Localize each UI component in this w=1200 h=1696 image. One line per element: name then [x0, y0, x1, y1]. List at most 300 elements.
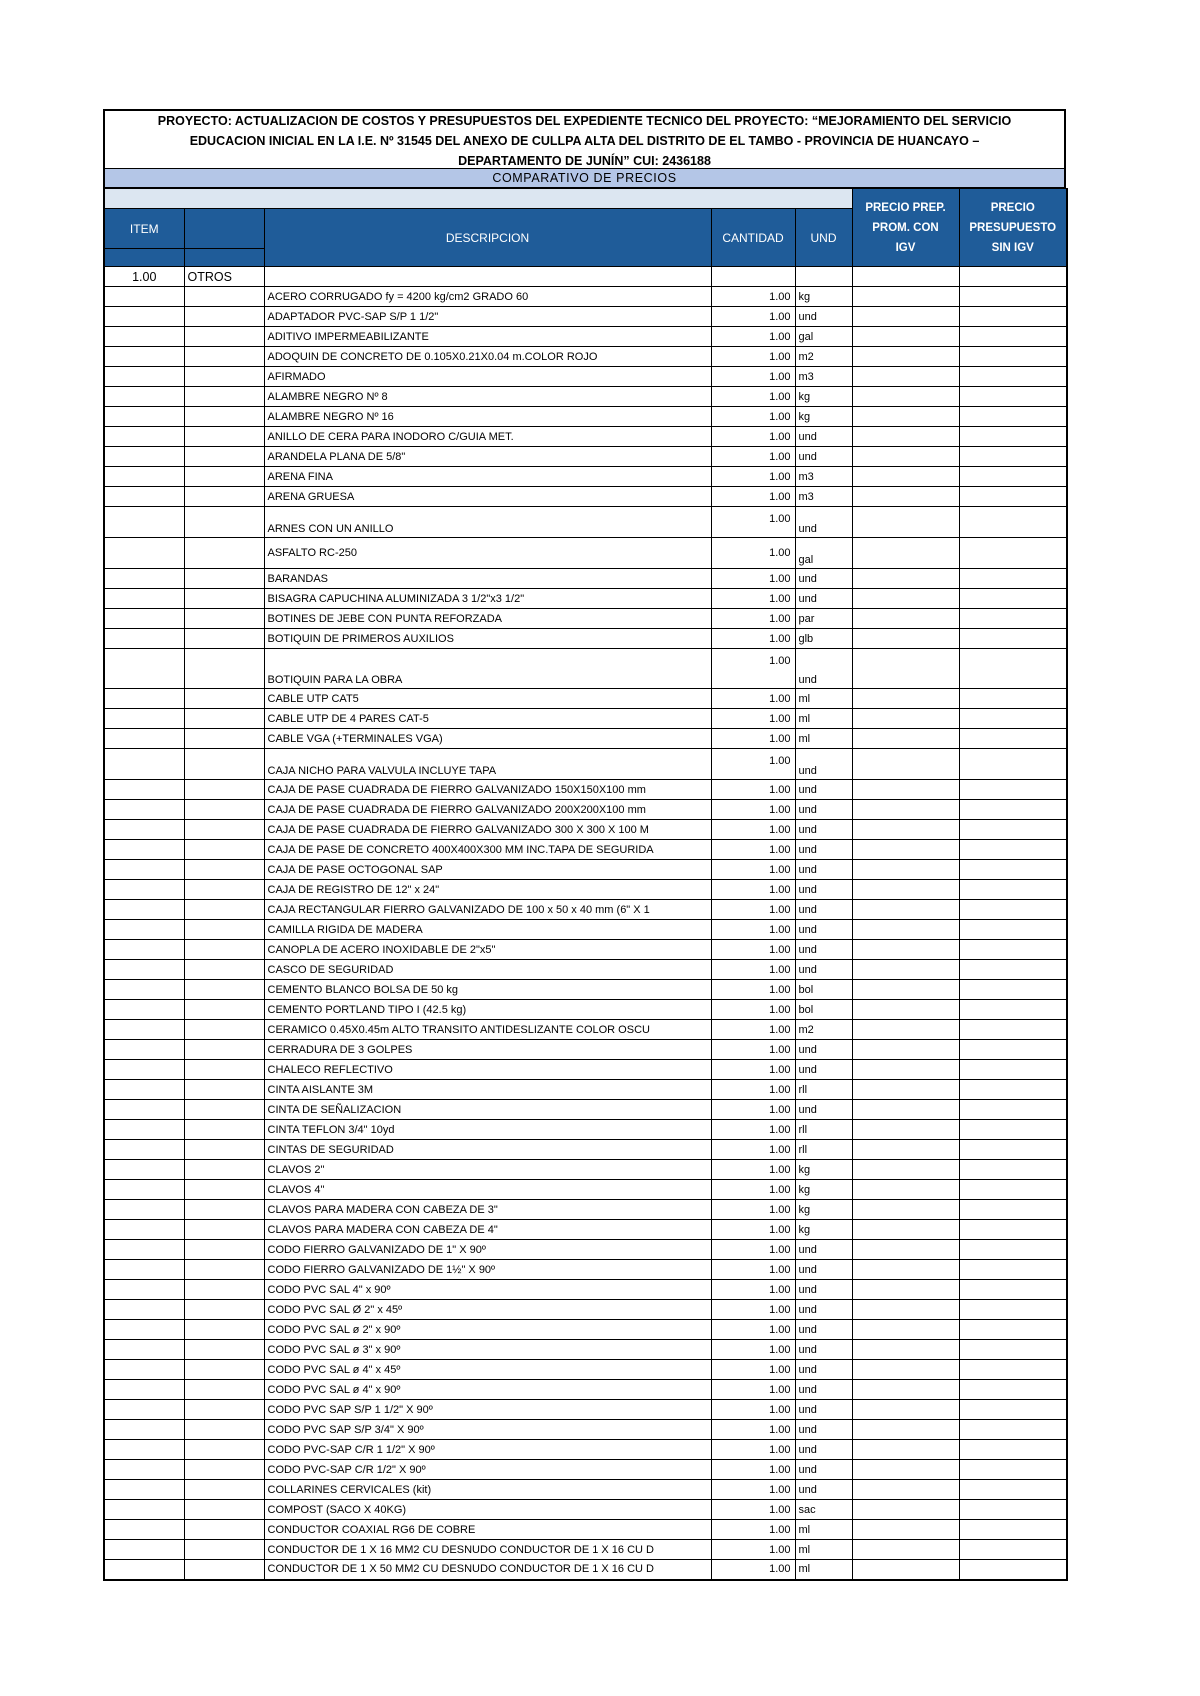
row-precio-prep: [852, 347, 959, 367]
row-precio-prep: [852, 447, 959, 467]
row-description: ANILLO DE CERA PARA INODORO C/GUIA MET.: [264, 427, 711, 447]
table-row: [104, 507, 1067, 538]
row-unit: ml: [795, 1560, 852, 1580]
row-description: CASCO DE SEGURIDAD: [264, 960, 711, 980]
row-description: CAJA DE REGISTRO DE 12" x 24": [264, 880, 711, 900]
row-unit: und: [795, 1320, 852, 1340]
row-precio-presupuesto: [959, 729, 1067, 749]
row-precio-prep: [852, 1260, 959, 1280]
row-precio-prep: [852, 287, 959, 307]
row-precio-prep: [852, 1380, 959, 1400]
table-row: [104, 1260, 1067, 1280]
row-precio-prep: [852, 1280, 959, 1300]
row-quantity: 1.00: [711, 1420, 795, 1440]
table-row: [104, 609, 1067, 629]
row-unit: und: [795, 1380, 852, 1400]
row-quantity: 1.00: [711, 780, 795, 800]
row-precio-presupuesto: [959, 1320, 1067, 1340]
table-row: [104, 749, 1067, 780]
row-precio-prep: [852, 427, 959, 447]
table-row: [104, 920, 1067, 940]
row-description: CABLE VGA (+TERMINALES VGA): [264, 729, 711, 749]
row-quantity: 1.00: [711, 327, 795, 347]
row-unit: und: [795, 1440, 852, 1460]
row-unit: gal: [795, 327, 852, 347]
row-precio-presupuesto: [959, 1420, 1067, 1440]
row-precio-prep: [852, 1400, 959, 1420]
row-quantity: 1.00: [711, 860, 795, 880]
table-row: [104, 1080, 1067, 1100]
row-precio-presupuesto: [959, 487, 1067, 507]
table-row: [104, 569, 1067, 589]
row-unit: und: [795, 589, 852, 609]
table-row: [104, 1240, 1067, 1260]
row-precio-prep: [852, 800, 959, 820]
row-quantity: 1.00: [711, 407, 795, 427]
row-unit: par: [795, 609, 852, 629]
row-description: CLAVOS 4": [264, 1180, 711, 1200]
row-precio-prep: [852, 729, 959, 749]
row-unit: glb: [795, 629, 852, 649]
table-row: [104, 1520, 1067, 1540]
table-row: [104, 689, 1067, 709]
row-unit: und: [795, 1300, 852, 1320]
row-quantity: 1.00: [711, 1260, 795, 1280]
row-precio-presupuesto: [959, 1280, 1067, 1300]
row-precio-presupuesto: [959, 1020, 1067, 1040]
row-quantity: 1.00: [711, 1160, 795, 1180]
row-unit: und: [795, 1260, 852, 1280]
row-quantity: 1.00: [711, 1240, 795, 1260]
row-precio-presupuesto: [959, 387, 1067, 407]
row-precio-presupuesto: [959, 327, 1067, 347]
row-quantity: 1.00: [711, 1520, 795, 1540]
row-precio-prep: [852, 1060, 959, 1080]
row-quantity: 1.00: [711, 287, 795, 307]
row-precio-prep: [852, 1460, 959, 1480]
row-precio-prep: [852, 1140, 959, 1160]
row-quantity: 1.00: [711, 1200, 795, 1220]
row-description: CINTA TEFLON 3/4" 10yd: [264, 1120, 711, 1140]
row-precio-prep: [852, 940, 959, 960]
row-description: ARANDELA PLANA DE 5/8": [264, 447, 711, 467]
row-precio-prep: [852, 860, 959, 880]
row-precio-presupuesto: [959, 1440, 1067, 1460]
row-precio-presupuesto: [959, 427, 1067, 447]
row-unit: kg: [795, 387, 852, 407]
table-row: [104, 800, 1067, 820]
row-precio-prep: [852, 1000, 959, 1020]
row-precio-prep: [852, 900, 959, 920]
row-precio-presupuesto: [959, 1260, 1067, 1280]
table-row: [104, 1100, 1067, 1120]
row-unit: und: [795, 427, 852, 447]
row-description: CAMILLA RIGIDA DE MADERA: [264, 920, 711, 940]
row-unit: und: [795, 1420, 852, 1440]
row-description: CLAVOS 2": [264, 1160, 711, 1180]
row-precio-prep: [852, 1240, 959, 1260]
row-unit: ml: [795, 729, 852, 749]
row-precio-prep: [852, 538, 959, 569]
row-precio-presupuesto: [959, 367, 1067, 387]
row-description: BOTINES DE JEBE CON PUNTA REFORZADA: [264, 609, 711, 629]
col-header-subblank: [184, 249, 264, 267]
row-description: CAJA DE PASE OCTOGONAL SAP: [264, 860, 711, 880]
price-table: [103, 188, 1068, 1581]
row-precio-presupuesto: [959, 1340, 1067, 1360]
row-precio-prep: [852, 749, 959, 780]
row-quantity: 1.00: [711, 1560, 795, 1580]
row-precio-presupuesto: [959, 1360, 1067, 1380]
row-quantity: 1.00: [711, 1040, 795, 1060]
row-description: CEMENTO BLANCO BOLSA DE 50 kg: [264, 980, 711, 1000]
row-precio-presupuesto: [959, 447, 1067, 467]
project-title-line-1: PROYECTO: ACTUALIZACION DE COSTOS Y PRESUPUESTOS DEL EXPEDIENTE TECNICO DEL PROYECTO: “MEJORAMIENTO DEL SERVICIO: [157, 114, 1012, 128]
table-row: [104, 1420, 1067, 1440]
row-precio-prep: [852, 1020, 959, 1040]
row-description: CODO PVC SAL ø 4" x 45º: [264, 1360, 711, 1380]
row-precio-prep: [852, 387, 959, 407]
row-precio-prep: [852, 1100, 959, 1120]
row-description: COMPOST (SACO X 40KG): [264, 1500, 711, 1520]
table-row: [104, 1380, 1067, 1400]
table-row: [104, 1000, 1067, 1020]
row-unit: bol: [795, 980, 852, 1000]
row-precio-prep: [852, 507, 959, 538]
table-row: [104, 840, 1067, 860]
table-row: [104, 860, 1067, 880]
row-description: CODO PVC SAP S/P 3/4" X 90º: [264, 1420, 711, 1440]
row-precio-prep: [852, 327, 959, 347]
row-description: CONDUCTOR COAXIAL RG6 DE COBRE: [264, 1520, 711, 1540]
table-row: [104, 709, 1067, 729]
row-unit: und: [795, 1040, 852, 1060]
row-precio-presupuesto: [959, 800, 1067, 820]
row-unit: m3: [795, 467, 852, 487]
row-description: CAJA DE PASE CUADRADA DE FIERRO GALVANIZADO 300 X 300 X 100 M: [264, 820, 711, 840]
col-header-blank: [184, 209, 264, 249]
row-precio-presupuesto: [959, 589, 1067, 609]
table-row: [104, 1400, 1067, 1420]
row-precio-prep: [852, 1480, 959, 1500]
table-row: [104, 447, 1067, 467]
row-description: CABLE UTP DE 4 PARES CAT-5: [264, 709, 711, 729]
table-row: [104, 487, 1067, 507]
table-row: [104, 629, 1067, 649]
table-row: [104, 427, 1067, 447]
section-row: [104, 267, 1067, 287]
row-unit: und: [795, 1400, 852, 1420]
row-precio-presupuesto: [959, 407, 1067, 427]
row-unit: kg: [795, 1220, 852, 1240]
table-row: [104, 729, 1067, 749]
row-precio-prep: [852, 1300, 959, 1320]
row-description: ADAPTADOR PVC-SAP S/P 1 1/2": [264, 307, 711, 327]
row-unit: und: [795, 1280, 852, 1300]
row-precio-presupuesto: [959, 820, 1067, 840]
row-quantity: 1.00: [711, 1280, 795, 1300]
row-precio-prep: [852, 629, 959, 649]
row-unit: bol: [795, 1000, 852, 1020]
row-unit: und: [795, 1480, 852, 1500]
table-row: [104, 1060, 1067, 1080]
row-precio-presupuesto: [959, 1180, 1067, 1200]
row-precio-presupuesto: [959, 940, 1067, 960]
row-precio-prep: [852, 1500, 959, 1520]
row-quantity: 1.00: [711, 589, 795, 609]
row-unit: gal: [795, 538, 852, 569]
table-row: [104, 538, 1067, 569]
table-row: [104, 940, 1067, 960]
row-precio-prep: [852, 689, 959, 709]
row-precio-presupuesto: [959, 840, 1067, 860]
row-quantity: 1.00: [711, 347, 795, 367]
row-description: CODO PVC-SAP C/R 1/2" X 90º: [264, 1460, 711, 1480]
row-unit: m3: [795, 367, 852, 387]
row-quantity: 1.00: [711, 940, 795, 960]
table-row: [104, 1360, 1067, 1380]
row-unit: und: [795, 860, 852, 880]
row-precio-prep: [852, 1440, 959, 1460]
row-unit: ml: [795, 1540, 852, 1560]
row-description: CANOPLA DE ACERO INOXIDABLE DE 2"x5": [264, 940, 711, 960]
row-quantity: 1.00: [711, 1300, 795, 1320]
row-quantity: 1.00: [711, 1120, 795, 1140]
row-quantity: 1.00: [711, 649, 795, 689]
row-description: ARENA FINA: [264, 467, 711, 487]
row-description: AFIRMADO: [264, 367, 711, 387]
row-precio-presupuesto: [959, 1120, 1067, 1140]
col-header-cantidad: CANTIDAD: [711, 209, 795, 267]
row-precio-presupuesto: [959, 287, 1067, 307]
row-quantity: 1.00: [711, 900, 795, 920]
row-description: ARNES CON UN ANILLO: [264, 507, 711, 538]
row-precio-presupuesto: [959, 507, 1067, 538]
row-description: BARANDAS: [264, 569, 711, 589]
row-unit: und: [795, 880, 852, 900]
row-precio-presupuesto: [959, 347, 1067, 367]
row-unit: kg: [795, 407, 852, 427]
row-quantity: 1.00: [711, 1480, 795, 1500]
row-unit: kg: [795, 287, 852, 307]
table-row: [104, 1440, 1067, 1460]
row-quantity: 1.00: [711, 709, 795, 729]
row-precio-presupuesto: [959, 538, 1067, 569]
price-table-body: [104, 189, 1067, 1580]
row-quantity: 1.00: [711, 1020, 795, 1040]
project-title-line-3: DEPARTAMENTO DE JUNÍN” CUI: 2436188: [458, 154, 711, 168]
row-unit: m3: [795, 487, 852, 507]
row-unit: und: [795, 920, 852, 940]
row-precio-prep: [852, 1560, 959, 1580]
row-quantity: 1.00: [711, 1060, 795, 1080]
row-precio-presupuesto: [959, 860, 1067, 880]
row-description: ACERO CORRUGADO fy = 4200 kg/cm2 GRADO 60: [264, 287, 711, 307]
row-quantity: 1.00: [711, 538, 795, 569]
row-quantity: 1.00: [711, 749, 795, 780]
table-row: [104, 1120, 1067, 1140]
row-description: CINTA DE SEÑALIZACION: [264, 1100, 711, 1120]
table-row: [104, 1280, 1067, 1300]
row-precio-presupuesto: [959, 1460, 1067, 1480]
row-unit: und: [795, 960, 852, 980]
table-row: [104, 880, 1067, 900]
row-unit: und: [795, 780, 852, 800]
row-precio-prep: [852, 1520, 959, 1540]
row-quantity: 1.00: [711, 427, 795, 447]
row-quantity: 1.00: [711, 487, 795, 507]
row-precio-prep: [852, 1080, 959, 1100]
row-quantity: 1.00: [711, 307, 795, 327]
budget-sheet: [103, 109, 1066, 1581]
row-precio-prep: [852, 649, 959, 689]
row-unit: und: [795, 1100, 852, 1120]
row-description: CABLE UTP CAT5: [264, 689, 711, 709]
row-description: CODO PVC SAL ø 2" x 90º: [264, 1320, 711, 1340]
row-precio-presupuesto: [959, 1220, 1067, 1240]
row-description: COLLARINES CERVICALES (kit): [264, 1480, 711, 1500]
row-description: CODO PVC SAP S/P 1 1/2" X 90º: [264, 1400, 711, 1420]
row-unit: und: [795, 1340, 852, 1360]
row-precio-prep: [852, 840, 959, 860]
row-unit: und: [795, 1240, 852, 1260]
col-header-precio-prep: PRECIO PREP. PROM. CON IGV: [852, 189, 959, 267]
table-row: [104, 407, 1067, 427]
row-precio-presupuesto: [959, 749, 1067, 780]
row-description: CINTAS DE SEGURIDAD: [264, 1140, 711, 1160]
row-unit: und: [795, 307, 852, 327]
row-precio-presupuesto: [959, 1200, 1067, 1220]
row-description: ALAMBRE NEGRO Nº 8: [264, 387, 711, 407]
row-description: CAJA DE PASE CUADRADA DE FIERRO GALVANIZADO 150X150X100 mm: [264, 780, 711, 800]
row-precio-prep: [852, 589, 959, 609]
row-description: CODO PVC-SAP C/R 1 1/2" X 90º: [264, 1440, 711, 1460]
row-description: CAJA RECTANGULAR FIERRO GALVANIZADO DE 100 x 50 x 40 mm (6" X 1: [264, 900, 711, 920]
row-description: CODO FIERRO GALVANIZADO DE 1½" X 90º: [264, 1260, 711, 1280]
row-precio-presupuesto: [959, 1520, 1067, 1540]
row-precio-prep: [852, 307, 959, 327]
row-unit: rll: [795, 1120, 852, 1140]
row-quantity: 1.00: [711, 1500, 795, 1520]
table-row: [104, 1040, 1067, 1060]
row-quantity: 1.00: [711, 820, 795, 840]
sheet-subtitle: COMPARATIVO DE PRECIOS: [103, 169, 1066, 188]
row-description: CAJA DE PASE CUADRADA DE FIERRO GALVANIZADO 200X200X100 mm: [264, 800, 711, 820]
row-description: CLAVOS PARA MADERA CON CABEZA DE 3": [264, 1200, 711, 1220]
row-precio-presupuesto: [959, 1000, 1067, 1020]
table-row: [104, 287, 1067, 307]
row-precio-prep: [852, 609, 959, 629]
row-quantity: 1.00: [711, 1360, 795, 1380]
row-unit: m2: [795, 347, 852, 367]
row-unit: sac: [795, 1500, 852, 1520]
col-header-item: ITEM: [104, 209, 184, 249]
row-unit: und: [795, 447, 852, 467]
row-description: CAJA NICHO PARA VALVULA INCLUYE TAPA: [264, 749, 711, 780]
row-precio-prep: [852, 780, 959, 800]
row-description: BOTIQUIN DE PRIMEROS AUXILIOS: [264, 629, 711, 649]
row-unit: kg: [795, 1200, 852, 1220]
project-title-line-2: EDUCACION INICIAL EN LA I.E. Nº 31545 DEL ANEXO DE CULLPA ALTA DEL DISTRITO DE EL TAMBO - PROVINCIA DE HUANCAYO –: [189, 134, 980, 148]
row-description: ADITIVO IMPERMEABILIZANTE: [264, 327, 711, 347]
row-precio-prep: [852, 960, 959, 980]
row-quantity: 1.00: [711, 467, 795, 487]
row-precio-presupuesto: [959, 960, 1067, 980]
row-precio-prep: [852, 1360, 959, 1380]
row-quantity: 1.00: [711, 960, 795, 980]
row-quantity: 1.00: [711, 367, 795, 387]
row-quantity: 1.00: [711, 507, 795, 538]
table-row: [104, 1560, 1067, 1580]
row-precio-prep: [852, 1200, 959, 1220]
row-description: CERRADURA DE 3 GOLPES: [264, 1040, 711, 1060]
row-precio-prep: [852, 1180, 959, 1200]
row-description: CODO PVC SAL 4" x 90º: [264, 1280, 711, 1300]
table-row: [104, 367, 1067, 387]
table-row: [104, 589, 1067, 609]
table-row: [104, 1180, 1067, 1200]
row-unit: und: [795, 800, 852, 820]
row-unit: und: [795, 840, 852, 860]
table-row: [104, 307, 1067, 327]
row-unit: und: [795, 1460, 852, 1480]
row-unit: und: [795, 900, 852, 920]
row-description: CERAMICO 0.45X0.45m ALTO TRANSITO ANTIDESLIZANTE COLOR OSCU: [264, 1020, 711, 1040]
row-description: CONDUCTOR DE 1 X 50 MM2 CU DESNUDO CONDUCTOR DE 1 X 16 CU D: [264, 1560, 711, 1580]
row-precio-presupuesto: [959, 609, 1067, 629]
row-precio-presupuesto: [959, 1040, 1067, 1060]
row-unit: m2: [795, 1020, 852, 1040]
row-description: CODO PVC SAL ø 4" x 90º: [264, 1380, 711, 1400]
row-precio-prep: [852, 1160, 959, 1180]
row-unit: ml: [795, 1520, 852, 1540]
row-unit: und: [795, 749, 852, 780]
row-description: CINTA AISLANTE 3M: [264, 1080, 711, 1100]
col-header-und: UND: [795, 209, 852, 267]
row-description: CODO PVC SAL Ø 2" x 45º: [264, 1300, 711, 1320]
row-description: CEMENTO PORTLAND TIPO I (42.5 kg): [264, 1000, 711, 1020]
table-row: [104, 467, 1067, 487]
row-quantity: 1.00: [711, 1080, 795, 1100]
section-name: OTROS: [184, 267, 264, 287]
row-precio-presupuesto: [959, 307, 1067, 327]
row-precio-presupuesto: [959, 1400, 1067, 1420]
row-unit: und: [795, 569, 852, 589]
row-precio-prep: [852, 920, 959, 940]
row-quantity: 1.00: [711, 1380, 795, 1400]
row-unit: ml: [795, 689, 852, 709]
row-quantity: 1.00: [711, 1540, 795, 1560]
table-row: [104, 1140, 1067, 1160]
row-precio-presupuesto: [959, 569, 1067, 589]
row-description: BISAGRA CAPUCHINA ALUMINIZADA 3 1/2"x3 1/2": [264, 589, 711, 609]
row-precio-presupuesto: [959, 1160, 1067, 1180]
row-description: CODO FIERRO GALVANIZADO DE 1" X 90º: [264, 1240, 711, 1260]
row-unit: und: [795, 1360, 852, 1380]
row-quantity: 1.00: [711, 1220, 795, 1240]
table-row: [104, 1220, 1067, 1240]
row-precio-presupuesto: [959, 1500, 1067, 1520]
row-precio-prep: [852, 880, 959, 900]
row-quantity: 1.00: [711, 1340, 795, 1360]
table-row: [104, 347, 1067, 367]
row-precio-presupuesto: [959, 689, 1067, 709]
row-description: ASFALTO RC-250: [264, 538, 711, 569]
row-description: ALAMBRE NEGRO Nº 16: [264, 407, 711, 427]
row-precio-presupuesto: [959, 780, 1067, 800]
table-row: [104, 1460, 1067, 1480]
row-precio-presupuesto: [959, 709, 1067, 729]
